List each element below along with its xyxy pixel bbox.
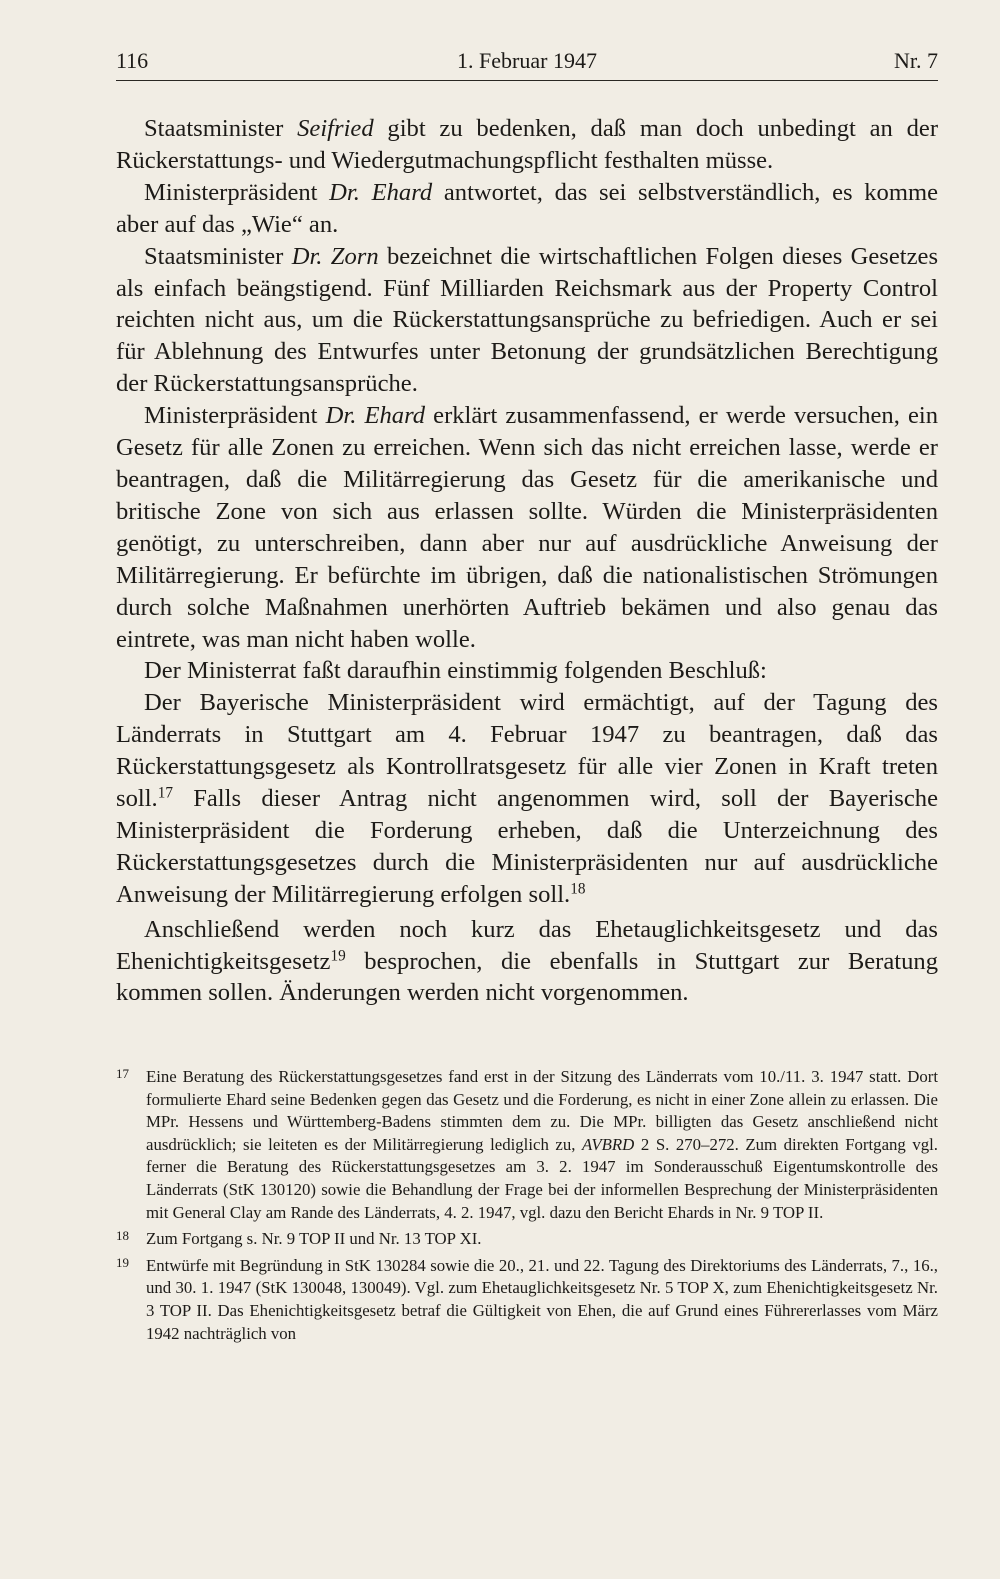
footnote-ref: 17 <box>157 784 173 802</box>
paragraph: Anschließend werden noch kurz das Ehetauglichkeitsgesetz und das Ehenichtigkeitsgesetz$^{19}$ besprochen, die ebenfalls in Stuttgart zur Beratung kommen sollen. Änderungen werden nicht vorgenommen. <box>116 915 938 1007</box>
running-header <box>116 46 938 81</box>
speaker-name: Dr. Zorn <box>291 242 379 270</box>
footnote-number: 18 <box>116 1228 129 1244</box>
resolution-paragraph: Der Bayerische Ministerpräsident wird ermächtigt, auf der Tagung des Länderrats in Stuttgart am 4. Februar 1947 zu beantragen, daß das Rückerstattungsgesetz als Kontrollratsgesetz für alle vier Zonen in Kraft treten soll.$^{17}$ Falls dieser Antrag nicht angenommen wird, soll der Bayerische Ministerpräsident die Forderung erheben, daß die Unterzeichnung des Rückerstattungsgesetzes durch die Ministerpräsidenten nur auf ausdrückliche Anweisung der Militärregierung erfolgen soll.$^{18}$ <box>116 689 938 908</box>
paragraph: Ministerpräsident Dr. Ehard antwortet, das sei selbstverständlich, es komme aber auf das „Wie“ an. <box>116 178 939 238</box>
footnotes <box>116 1066 938 1349</box>
footnote-number: 19 <box>116 1254 129 1270</box>
footnote: 19 Entwürfe mit Begründung in StK 130284 sowie die 20., 21. und 22. Tagung des Direktoriums des Länderrats, 7., 16., und 30. 1. 1947 (StK 130048, 130049). Vgl. zum Ehetauglichkeitsgesetz Nr. 5 TOP X, zum Ehenichtigkeitsgesetz Nr. 3 TOP II. Das Ehenichtigkeitsgesetz betraf die Gültigkeit von Ehen, die auf Grund eines Führererlasses vom März 1942 nachträglich von <box>116 1255 938 1345</box>
footnote-ref: 19 <box>330 947 346 965</box>
issue-number: Nr. 7 <box>894 48 938 73</box>
header-date: 1. Februar 1947 <box>457 48 597 73</box>
speaker-name: Seifried <box>297 115 374 142</box>
paragraph: Der Ministerrat faßt daraufhin einstimmig folgenden Beschluß: <box>144 657 767 685</box>
paragraph: Staatsminister Dr. Zorn bezeichnet die wirtschaftlichen Folgen dieses Gesetzes als einfach beängstigend. Fünf Milliarden Reichsmark aus der Property Control reichten nicht aus, um die Rückerstattungsansprüche zu befriedigen. Auch er sei für Ablehnung des Entwurfes unter Betonung der grundsätzlichen Berechtigung der Rückerstattungsansprüche. <box>116 242 939 398</box>
footnote: 18 Zum Fortgang s. Nr. 9 TOP II und Nr. 13 TOP XI. <box>116 1228 938 1251</box>
speaker-name: Dr. Ehard <box>325 402 426 430</box>
paragraph: Ministerpräsident Dr. Ehard erklärt zusammenfassend, er werde versuchen, ein Gesetz für alle Zonen zu erreichen. Wenn sich das nicht erreichen lasse, werde er beantragen, daß die Militärregierung das Gesetz für die amerikanische und britische Zone von sich aus erlassen sollte. Würden die Ministerpräsidenten genötigt, zu unterschreiben, dann aber nur auf ausdrückliche Anweisung der Militärregierung. Er befürchte im übrigen, daß die nationalistischen Strömungen durch solche Maßnahmen unerhörten Auftrieb bekämen und also genau das eintrete, was man nicht haben wolle. <box>116 402 939 653</box>
speaker-name: Dr. Ehard <box>329 178 433 206</box>
footnote-ref: 18 <box>570 880 586 898</box>
footnote: 17 Eine Beratung des Rückerstattungsgesetzes fand erst in der Sitzung des Länderrats vom 10./11. 3. 1947 statt. Dort formulierte Ehard seine Bedenken gegen das Gesetz und die Forderung, es nicht in einer Zone allein zu erlassen. Die MPr. Hessens und Württemberg-Badens stimmten dem zu. Die MPr. billigten das Gesetz anschließend nicht ausdrücklich; sie leiteten es der Militärregierung lediglich zu, AVBRD 2 S. 270–272. Zum direkten Fortgang vgl. ferner die Beratung des Rückerstattungsgesetzes am 3. 2. 1947 im Sonderausschuß Eigentumskontrolle des Länderrats (StK 130120) sowie die Behandlung der Frage bei der informellen Besprechung der Ministerpräsidenten mit General Clay am Rande des Länderrats, 4. 2. 1947, vgl. dazu den Bericht Ehards in Nr. 9 TOP II. <box>116 1066 938 1224</box>
footnote-number: 17 <box>116 1066 129 1081</box>
main-text <box>116 113 938 1009</box>
page-number: 116 <box>116 48 149 73</box>
paragraph: Staatsminister Seifried gibt zu bedenken, daß man doch unbedingt an der Rückerstattungs- und Wiedergutmachungspflicht festhalten müsse. <box>116 115 939 174</box>
